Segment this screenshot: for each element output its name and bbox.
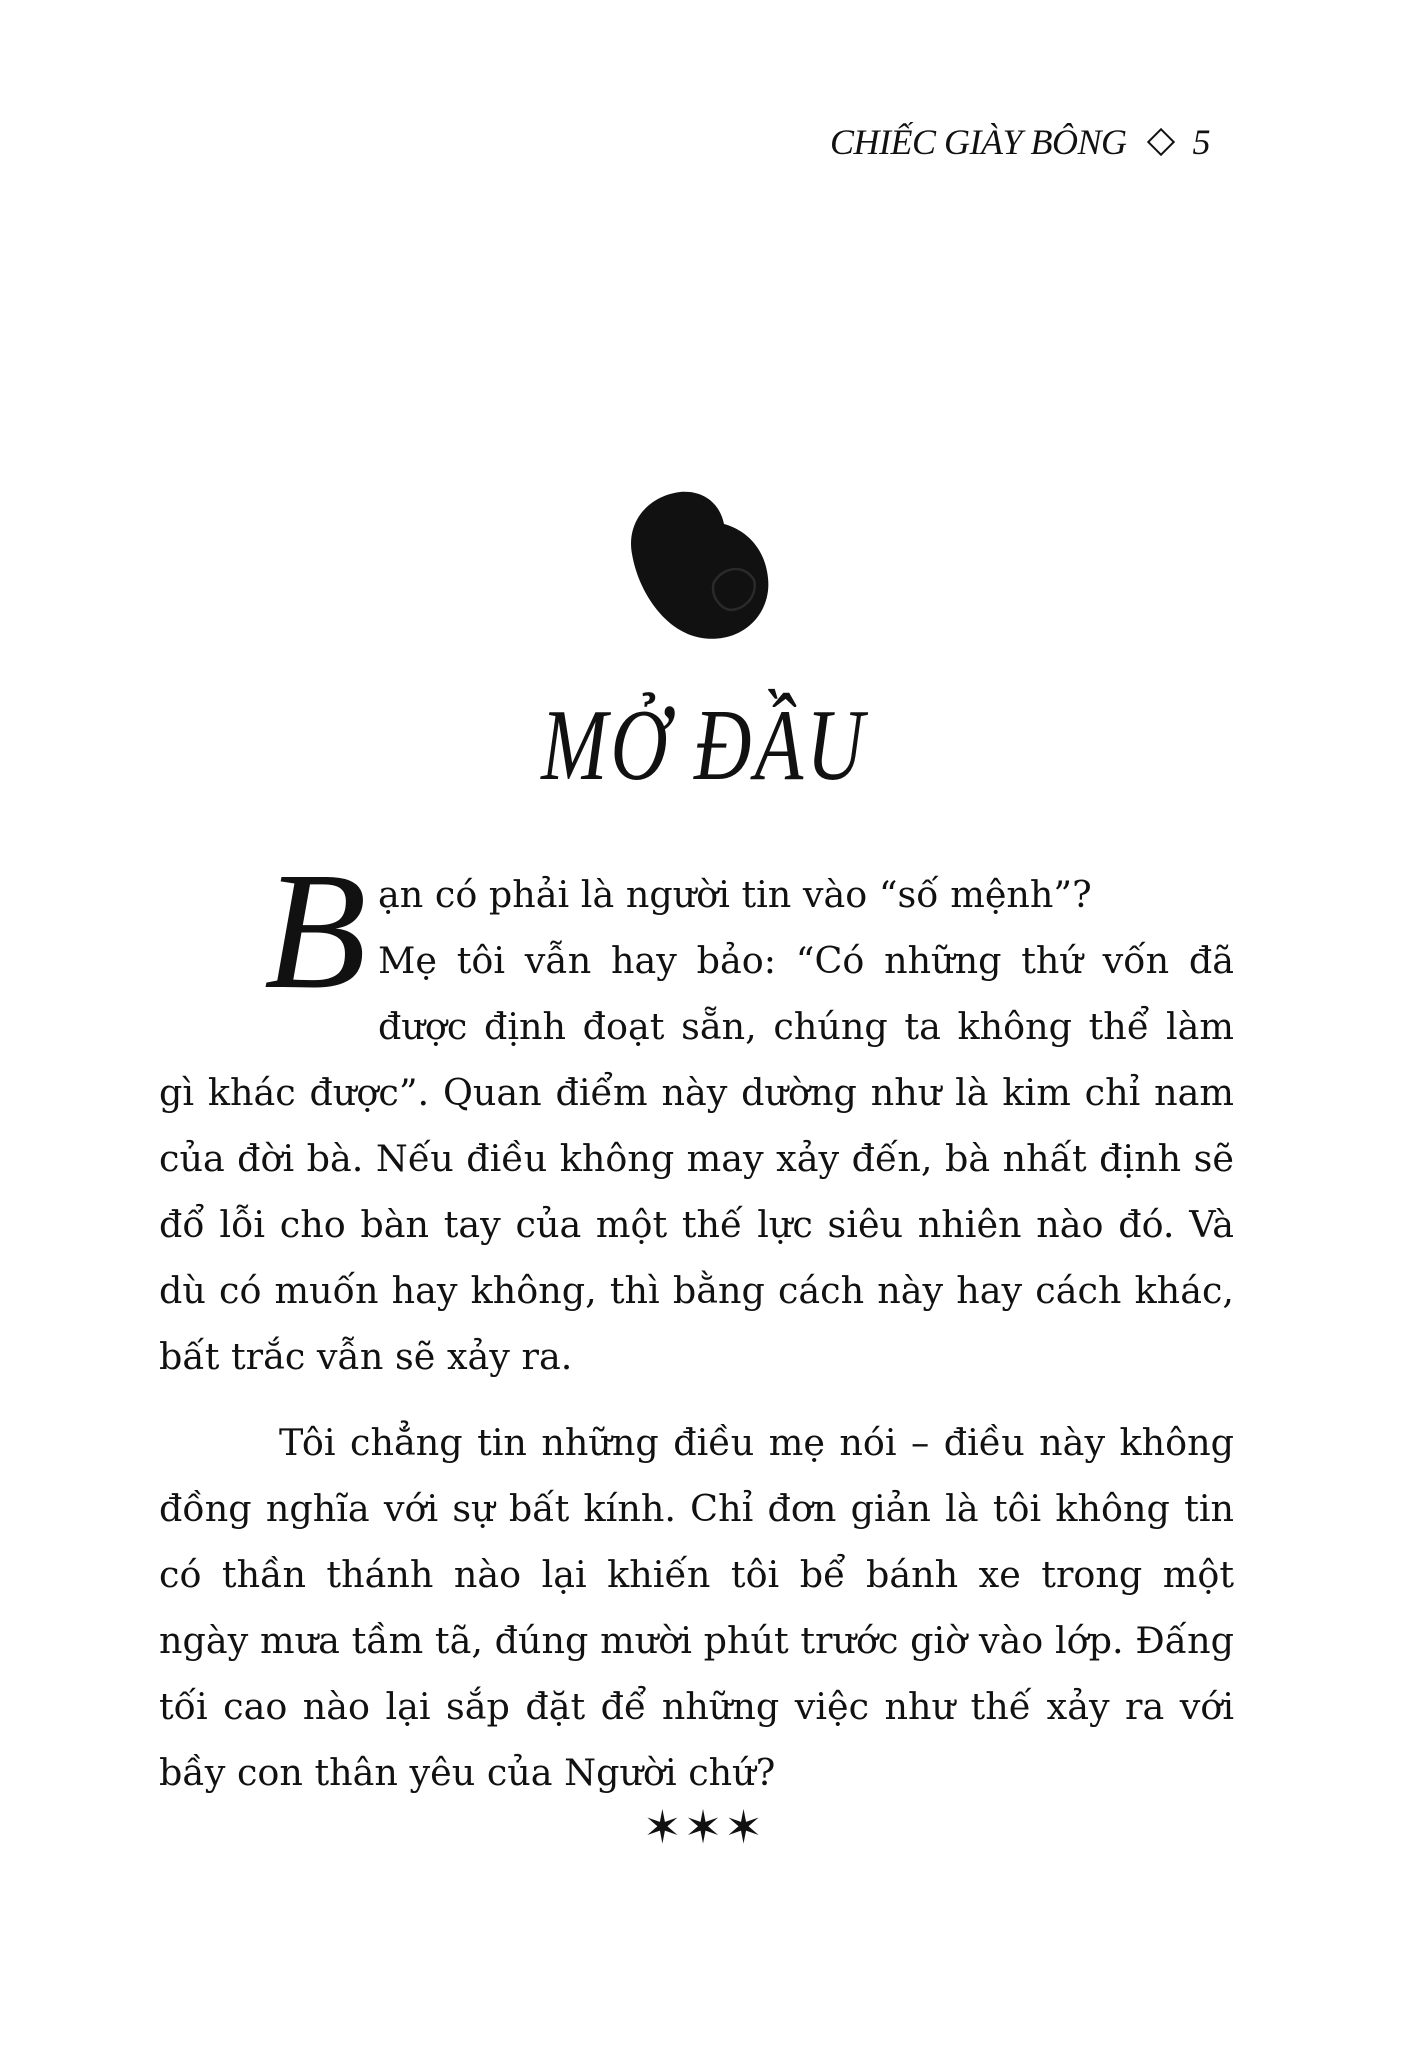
- section-separator: ✶✶✶: [643, 1800, 765, 1854]
- diamond-outline-icon: [1146, 128, 1174, 156]
- body-text: [159, 838, 1234, 1806]
- ink-blot-ornament: [618, 486, 778, 646]
- ink-blot-shape: [631, 492, 768, 639]
- paragraph: Tôi chẳng tin những điều mẹ nói – điều này không đồng nghĩa với sự bất kính. Chỉ đơn giản là tôi không tin có thần thánh nào lại khiến tôi bể bánh xe trong một ngày mưa tầm tã, đúng mười phút trước giờ vào lớp. Đấng tối cao nào lại sắp đặt để những việc như thế xảy ra với bầy con thân yêu của Người chứ?: [159, 1421, 1234, 1794]
- opening-paragraphs: [159, 838, 1234, 1390]
- drop-cap: B: [264, 838, 367, 1024]
- paragraph: Mẹ tôi vẫn hay bảo: “Có những thứ vốn đã được định đoạt sẵn, chúng ta không thể làm gì khác được”. Quan điểm này dường như là kim chỉ nam của đời bà. Nếu điều không may xảy đến, bà nhất định sẽ đổ lỗi cho bàn tay của một thế lực siêu nhiên nào đó. Và dù có muốn hay không, thì bằng cách này hay cách khác, bất trắc vẫn sẽ xảy ra.: [159, 939, 1234, 1378]
- page-number: 5: [1192, 122, 1210, 162]
- book-title: CHIẾC GIÀY BÔNG: [830, 122, 1127, 162]
- chapter-title: MỞ ĐẦU: [541, 689, 867, 802]
- paragraph: ạn có phải là người tin vào “số mệnh”?: [378, 873, 1092, 916]
- running-header: [830, 112, 1210, 172]
